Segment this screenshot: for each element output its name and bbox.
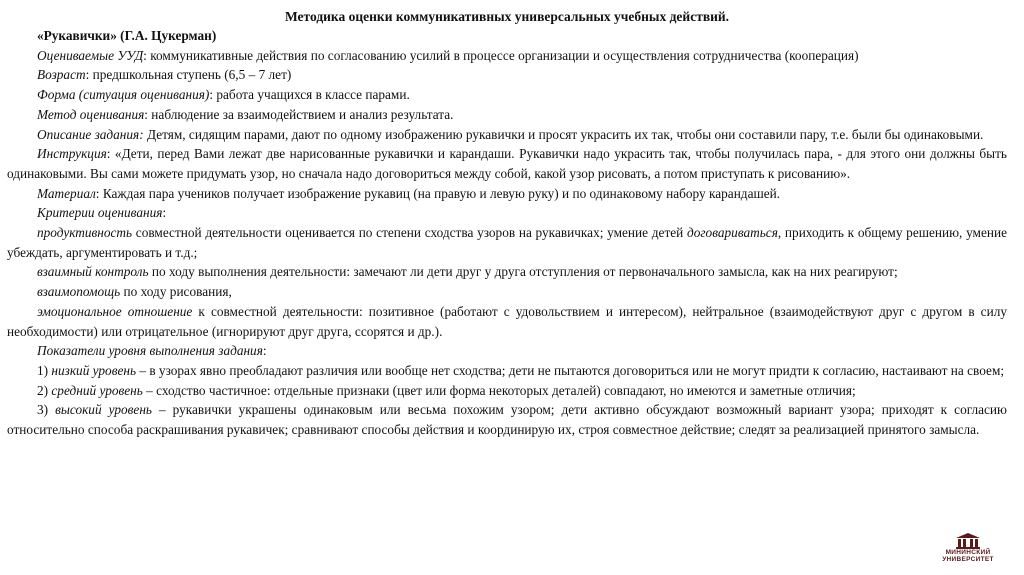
label: продуктивность — [37, 225, 133, 241]
label: Форма (ситуация оценивания) — [37, 87, 210, 103]
paragraph-task-description — [7, 125, 1007, 145]
criterion-mutual-control — [7, 262, 1007, 282]
label: средний уровень — [51, 382, 143, 398]
criterion-mutual-help — [7, 282, 1007, 302]
logo-text-line2: УНИВЕРСИТЕТ — [942, 556, 994, 563]
label: взаимный контроль — [37, 264, 149, 280]
text: : — [162, 205, 167, 221]
text: : наблюдение за взаимодействием и анализ результата. — [144, 106, 454, 122]
logo-text-line1: МИНИНСКИЙ — [945, 549, 991, 556]
label: Метод оценивания — [37, 106, 145, 122]
paragraph-material — [7, 184, 1007, 204]
text: – рукавички украшены одинаковым или весьма похожим узором; дети активно обсуждают возможный вариант узора; приходят к согласию относительно способа раскрашивания рукавичек; сравнивают способы действия и координирую их, строя совместное действие; следят за реализацией принятого замысла. — [7, 402, 1007, 438]
paragraph-criteria-heading — [7, 203, 1007, 223]
level-high — [7, 400, 1007, 439]
university-building-icon — [956, 533, 980, 549]
text: по ходу выполнения деятельности: замечают ли дети друг у друга отступления от первоначального замысла, как на них реагируют; — [148, 264, 898, 280]
text: Детям, сидящим парами, дают по одному изображению рукавички и просят украсить их так, чтобы они составили пару, т.е. были бы одинаковыми. — [143, 126, 984, 142]
level-medium — [7, 381, 1007, 401]
text: : коммуникативные действия по согласованию усилий в процессе организации и осуществления сотрудничества (кооперация) — [143, 47, 859, 63]
paragraph-instruction — [7, 144, 1007, 183]
paragraph-method — [7, 105, 1007, 125]
label: Возраст — [37, 67, 86, 83]
document-title: Методика оценки коммуникативных универсальных учебных действий. — [284, 9, 730, 24]
indicators-heading — [7, 341, 1007, 361]
text: : — [262, 343, 267, 359]
level-low — [7, 361, 1007, 381]
label: Критерии оценивания — [37, 205, 163, 221]
university-logo — [936, 533, 1000, 567]
criterion-emotional-attitude — [7, 302, 1007, 341]
label: Показатели уровня выполнения задания — [37, 343, 263, 359]
text: , приходить к общему решению, умение убеждать, аргументировать и т.д.; — [7, 225, 1007, 260]
text: к совместной деятельности: позитивное (работают с удовольствием и интересом), нейтральное (взаимодействуют друг с другом в силу необходимости) или отрицательное (игнорируют друг друга, ссорятся и др.). — [7, 303, 1007, 339]
text: : «Дети, перед Вами лежат две нарисованные рукавички и карандаши. Рукавички надо украсить так, чтобы получилась пара, - для этого они должны быть одинаковыми. Вы сами можете придумать узор, но сначала надо договориться между собой, какой узор рисовать, а потом приступать к рисованию». — [7, 146, 1007, 181]
text: – сходство частичное: отдельные признаки (цвет или форма некоторых деталей) совпадают, но имеются и заметные отличия; — [142, 382, 856, 398]
text: – в узорах явно преобладают различия или вообще нет сходства; дети не пытаются договориться или не могут придти к согласию, настаивают на своем; — [136, 362, 1005, 378]
emphasis: договариваться — [686, 225, 778, 241]
label: Инструкция — [37, 146, 107, 162]
text: : Каждая пара учеников получает изображение рукавиц (на правую и левую руку) и по одинаковому набору карандашей. — [95, 185, 781, 201]
label: взаимопомощь — [37, 284, 121, 300]
level-number: 3) — [37, 402, 56, 418]
label: низкий уровень — [51, 362, 137, 378]
text: совместной деятельности оценивается по степени сходства узоров на рукавичках; умение детей — [132, 225, 687, 241]
paragraph-age — [7, 65, 1007, 85]
label: Описание задания: — [37, 126, 144, 142]
level-number: 1) — [37, 362, 52, 378]
document-page — [7, 7, 1007, 440]
level-number: 2) — [37, 382, 52, 398]
paragraph-assessed-uud — [7, 46, 1007, 66]
label: высокий уровень — [55, 402, 152, 418]
paragraph-form — [7, 85, 1007, 105]
label: Материал — [37, 185, 96, 201]
text: : предшкольная ступень (6,5 – 7 лет) — [85, 67, 292, 83]
label: Оцениваемые УУД — [37, 47, 144, 63]
criterion-productivity — [7, 223, 1007, 262]
method-subtitle: «Рукавички» (Г.А. Цукерман) — [37, 28, 217, 43]
text: по ходу рисования, — [120, 284, 232, 300]
label: эмоциональное отношение — [37, 303, 193, 319]
text: : работа учащихся в классе парами. — [209, 87, 410, 103]
